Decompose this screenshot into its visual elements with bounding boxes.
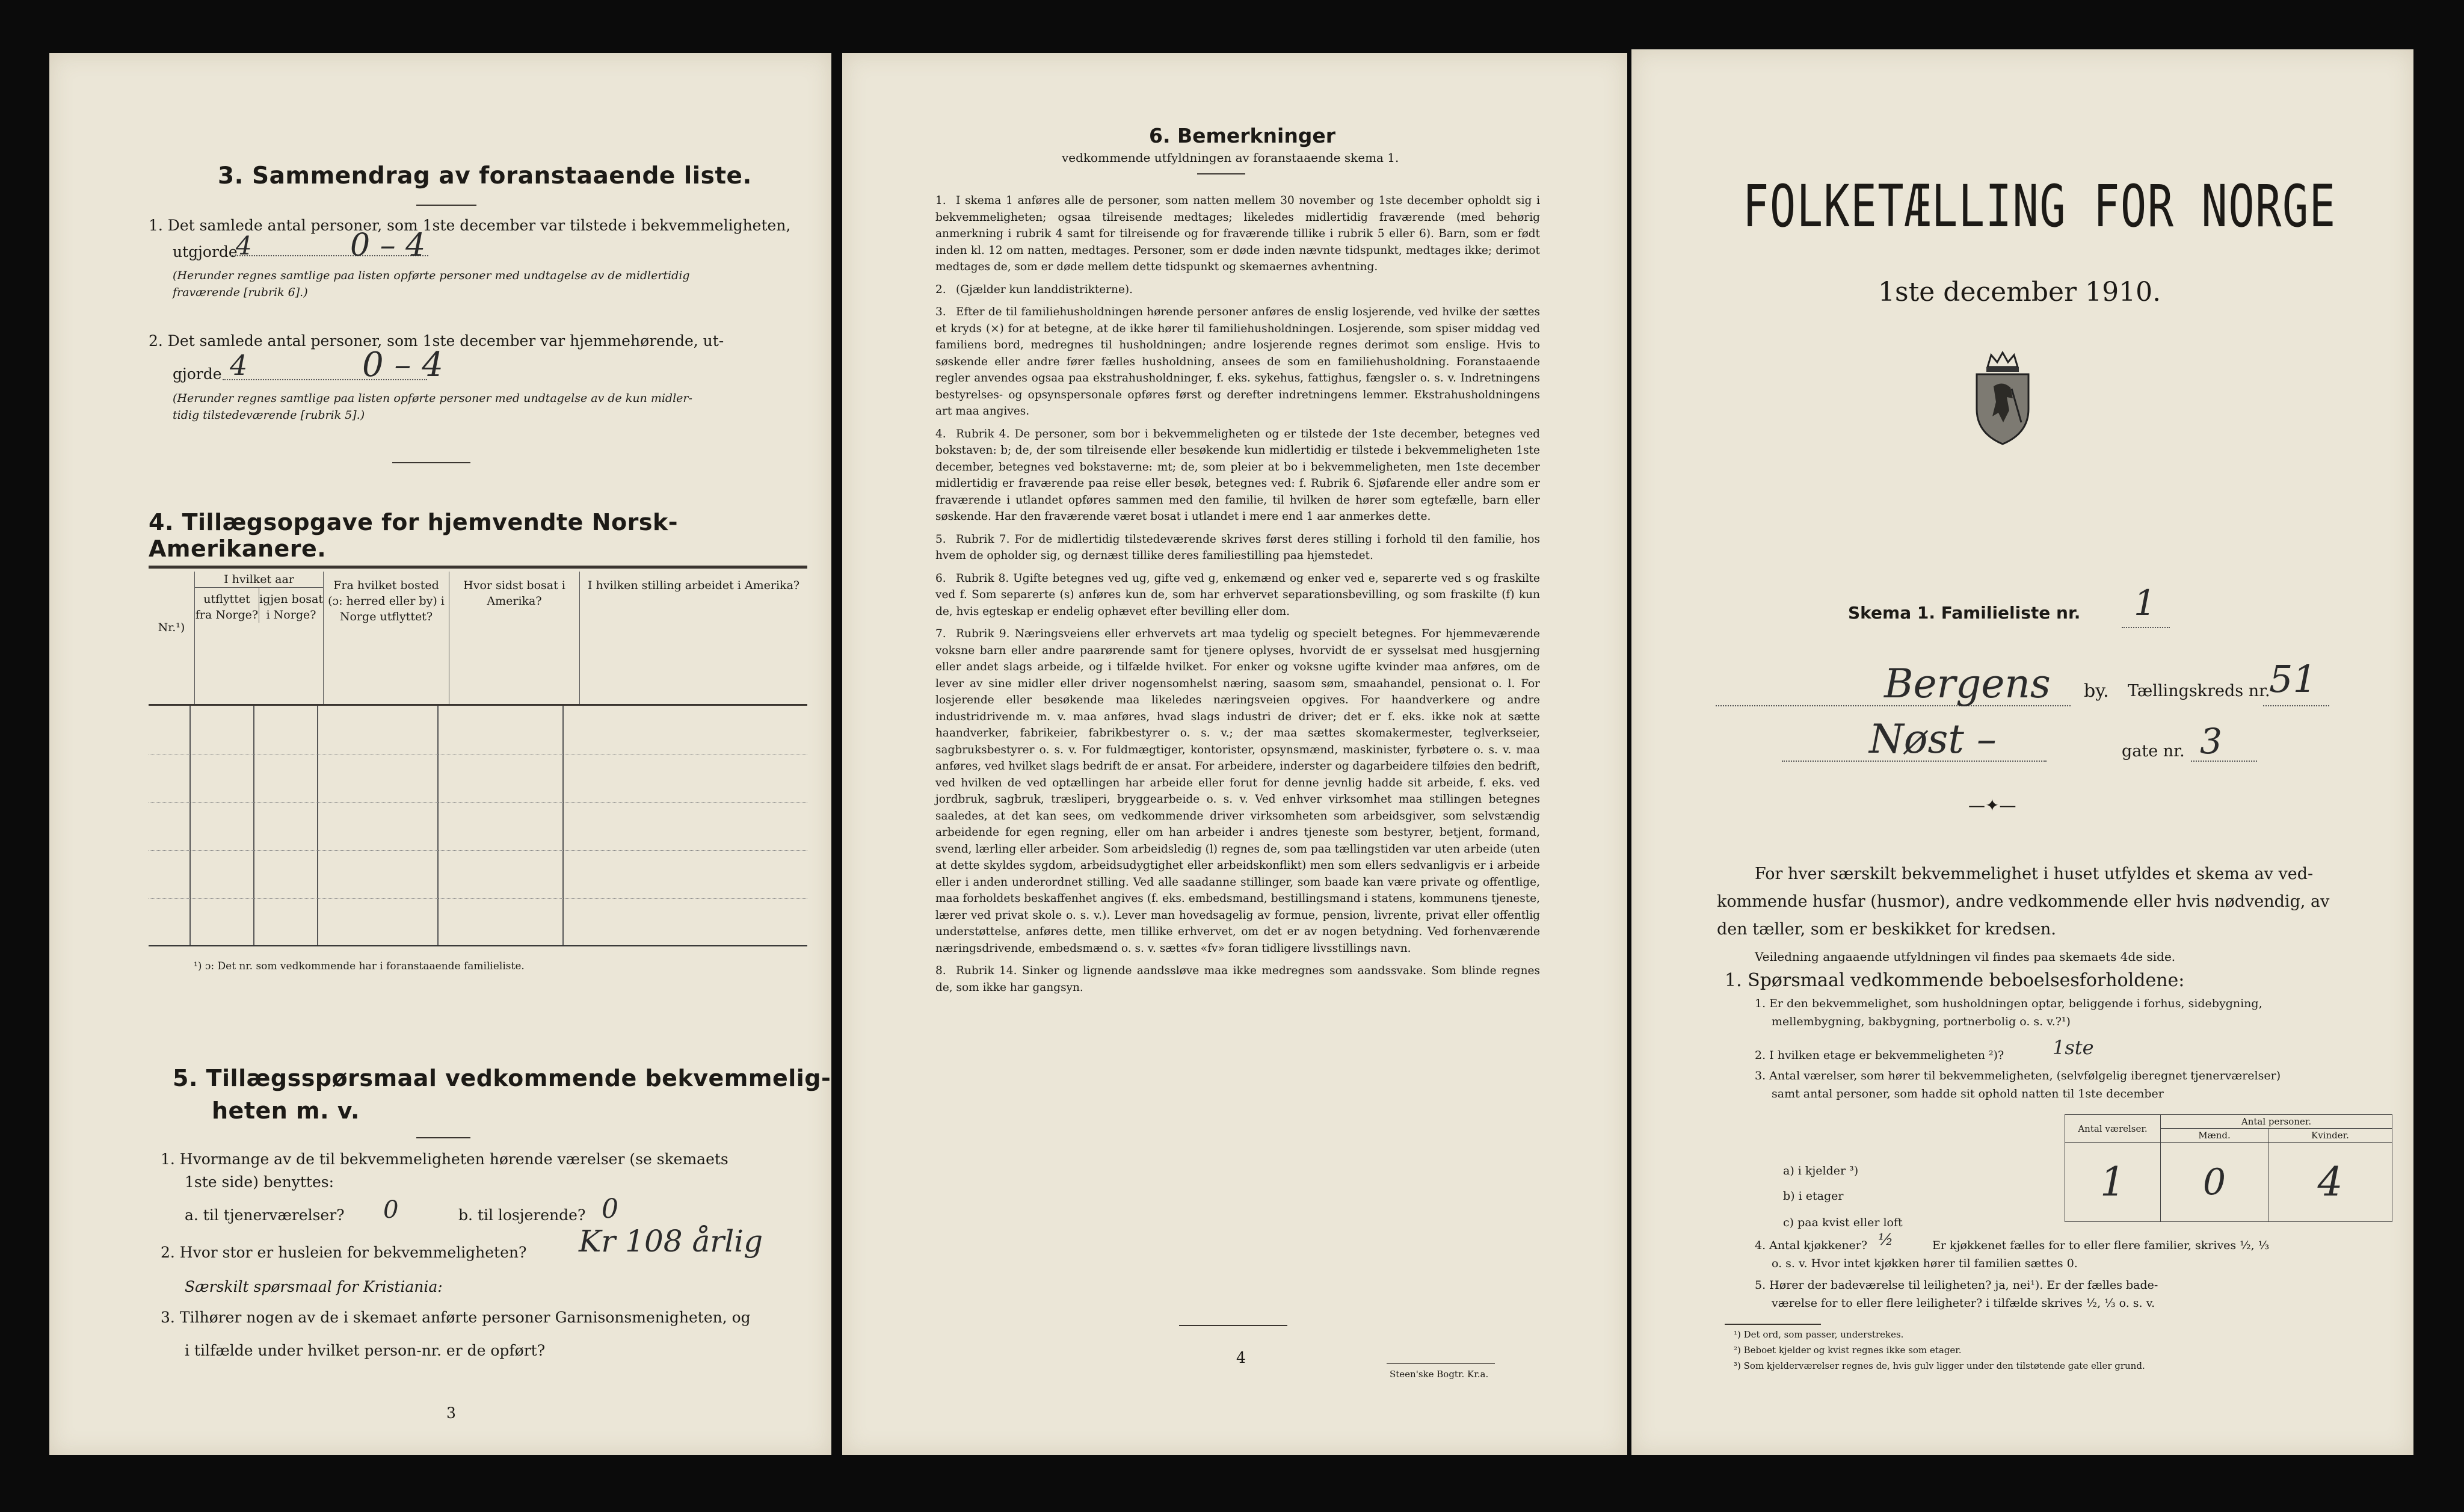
remark-6: 6. Rubrik 8. Ugifte betegnes ved ug, gifte ved g, enkemænd og enker ved e, separerte ved s og fraskilte ved f. Som separerte (s) anføres kun de, som har erhvervet separationsbevilling, og som fraskilte (f) kun de, hvis egteskap er endelig ophævet efter bevilling eller dom. [935, 572, 1540, 618]
t1-h-women: Kvinder. [2268, 1129, 2392, 1143]
q2-value: 1ste [2053, 1036, 2094, 1059]
q2-value-2: 0 – 4 [362, 345, 443, 384]
s5-q3-a: 3. Tilhører nogen av de i skemaet anførte personer Garnisonsmenigheten, og [161, 1309, 751, 1326]
rooms-persons-table [2065, 1114, 2392, 1222]
q2-lead: gjorde [173, 365, 222, 383]
remark-3: 3. Efter de til familiehusholdningen hørende personer anføres de enslig losjerende, ved hvilke der sættes et kryds (×) for at betegne, at de ikke hører til familiehusholdningen. Losjerende, som spiser middag ved familiens bord, medregnes til husholdningen; andre losjerende regnes derimot som enslige. Hvis to søskende eller andre fører fælles husholdning, ansees de som en familiehusholdning. Foranstaaende regler anvendes ogsaa paa ekstrahusholdninger, f. eks. sykehus, fattighus, fængsler o. s. v. Indretningens bestyrelses- og opsynspersonale opføres først og derefter indretningens lemmer. Ekstrahusholdningens art maa angives. [935, 306, 1540, 418]
t1-h-rooms: Antal værelser. [2065, 1115, 2161, 1143]
s5-a-value: 0 [383, 1196, 399, 1224]
q3-a: 3. Antal værelser, som hører til bekvemmeligheten, (selvfølgelig iberegnet tjenerværelser) [1755, 1069, 2281, 1082]
remark-2: 2. (Gjælder kun landdistrikterne). [935, 283, 1133, 296]
t4-h-igjen: igjen bosat i Norge? [259, 588, 323, 623]
page-1-cover [1631, 49, 2413, 1455]
gate-nr: 3 [2200, 721, 2222, 762]
gate-label: gate nr. [2122, 742, 2185, 761]
census-title: FOLKETÆLLING FOR NORGE [1743, 173, 2336, 240]
q1-value-1: 4 [236, 231, 252, 261]
remark-4: 4. Rubrik 4. De personer, som bor i bekvemmeligheten og er tilstede der 1ste december, betegnes ved bokstaven: b; de, der som tilreisende eller besøkende kun midlertidig er tilstede i bekvemmeligheten 1ste december, betegnes ved bokstaverne: mt; de, som pleier at bo i bekvemmeligheten, men 1ste december midlertidig er fraværende paa reise eller besøk, betegnes ved: f. Rubrik 6. Sjøfarende eller andre som er fraværende i utlandet opføres sammen med den familie, til hvilken de hører som egtefælle, barn eller søskende. Har den fraværende været bosat i utlandet i mere end 1 aar anmerkes dette. [935, 427, 1540, 523]
row-kvist: c) paa kvist eller loft [1783, 1216, 1903, 1229]
q2-text: 2. Det samlede antal personer, som 1ste december var hjemmehørende, ut- [149, 332, 724, 350]
remarks-title: 6. Bemerkninger [1149, 124, 1336, 147]
kreds-value: 51 [2269, 657, 2317, 701]
intro-c: den tæller, som er beskikket for kredsen. [1717, 920, 2056, 939]
t4-h-aar: I hvilket aar [195, 572, 323, 588]
q4-c: o. s. v. Hvor intet kjøkken hører til familien sættes 0. [1772, 1257, 2078, 1270]
q1-note-a: (Herunder regnes samtlige paa listen opførte personer med undtagelse av de midlertidig [173, 269, 690, 282]
skema-label: Skema 1. Familieliste nr. [1848, 603, 2081, 623]
q5-b: værelse for to eller flere leiligheter? i tilfælde skrives ½, ⅓ o. s. v. [1772, 1297, 2155, 1310]
s5-sub: Særskilt spørsmaal for Kristiania: [185, 1278, 443, 1295]
remarks-list [935, 193, 1540, 1002]
q1-note-b: fraværende [rubrik 6].) [173, 286, 308, 299]
footnote-1: ¹) Det ord, som passer, understrekes. [1734, 1329, 1904, 1340]
remark-8: 8. Rubrik 14. Sinker og lignende aandssløve maa ikke medregnes som aandssvake. Som blinde regnes de, som ikke har gangsyn. [935, 964, 1540, 994]
page-4-number: 4 [1236, 1349, 1246, 1366]
t1-h-persons: Antal personer. [2161, 1115, 2392, 1129]
footnote-3: ³) Som kjelderværelser regnes de, hvis gulv ligger under den tilstøtende gate eller grund. [1734, 1360, 2145, 1371]
q1-b: mellembygning, bakbygning, portnerbolig o. s. v.?¹) [1772, 1015, 2071, 1028]
page-3 [49, 53, 831, 1455]
s5-q2-value: Kr 108 årlig [579, 1224, 763, 1259]
s5-q2: 2. Hvor stor er husleien for bekvemmeligheten? [161, 1244, 527, 1261]
gate-value: Nøst – [1869, 716, 1997, 762]
t1-men-value: 0 [2161, 1143, 2268, 1222]
q2: 2. I hvilken etage er bekvemmeligheten ²)? [1755, 1049, 2004, 1062]
intro-b: kommende husfar (husmor), andre vedkommende eller hvis nødvendig, av [1717, 892, 2330, 911]
q4-value: ½ [1878, 1231, 1894, 1249]
page-3-number: 3 [446, 1404, 456, 1422]
q2-value-1: 4 [230, 349, 248, 381]
kreds-label: Tællingskreds nr. [2128, 682, 2270, 700]
questions-heading: 1. Spørsmaal vedkommende beboelsesforholdene: [1725, 970, 2185, 991]
row-etager: b) i etager [1783, 1190, 1844, 1203]
t4-h-utflyttet: utflyttet fra Norge? [195, 593, 259, 622]
remark-1: 1. I skema 1 anføres alle de personer, som natten mellem 30 november og 1ste december opholdt sig i bekvemmeligheten; ogsaa tilreisende medtages; likeledes midlertidig fraværende (med behørig anmerkning i rubrik 4 samt for tilreisende og for fraværende tillike i rubrik 5 eller 6). Barn, som er født inden kl. 12 om natten, medtages. Personer, som er døde inden nævnte tidspunkt, medtages ikke; derimot medtages de, som er døde mellem dette tidspunkt og skemaernes avhentning. [935, 194, 1540, 273]
skema-nr: 1 [2134, 582, 2156, 623]
s5-q1-b: 1ste side) benyttes: [185, 1173, 334, 1191]
q2-note-a: (Herunder regnes samtlige paa listen opførte personer med undtagelse av de kun midler- [173, 392, 692, 405]
q1-value-2: 0 – 4 [350, 227, 426, 264]
t1-h-men: Mænd. [2161, 1129, 2268, 1143]
section-5-title-a: 5. Tillægsspørsmaal vedkommende bekvemmelig- [173, 1065, 831, 1091]
row-kjelder: a) i kjelder ³) [1783, 1164, 1859, 1177]
printer-mark: Steen'ske Bogtr. Kr.a. [1390, 1369, 1489, 1380]
s5-a-label: a. til tjenerværelser? [185, 1206, 345, 1224]
guide-text: Veiledning angaaende utfyldningen vil findes paa skemaets 4de side. [1755, 949, 2176, 964]
t4-footnote: ¹) ɔ: Det nr. som vedkommende har i foranstaaende familieliste. [194, 960, 525, 972]
footnote-2: ²) Beboet kjelder og kvist regnes ikke som etager. [1734, 1345, 1962, 1356]
s5-b-label: b. til losjerende? [458, 1206, 586, 1224]
q1-lead: utgjorde [173, 243, 238, 261]
intro-a: For hver særskilt bekvemmelighet i huset utfyldes et skema av ved- [1755, 865, 2314, 883]
remark-7: 7. Rubrik 9. Næringsveiens eller erhvervets art maa tydelig og specielt betegnes. For hjemmeværende voksne barn eller andre paarørende samt for tjenere oplyses, hvorvidt de er sysselsat med husgjerning eller andet slags arbeide, og i tilfælde hvilket. For enker og voksne ugifte kvinder maa anføres, om de lever av sine midler eller driver nogensomhelst næring, saasom søm, smaahandel, pensionat o. l. For losjerende eller besøkende maa likeledes næringsveien opgives. For haandverkere og andre industridrivende m. v. maa anføres, hvad slags industri de driver; det er f. eks. ikke nok at sætte haandverker, fabrikeier, fabrikbestyrer o. s. v.; der maa sættes skomakermester, teglverkseier, sagbruksbestyrer o. s. v. For fuldmægtiger, kontorister, opsynsmænd, maskinister, fyrbøtere o. s. v. maa anføres, ved hvilket slags bedrift de er ansat. For arbeidere, inderster og dagarbeidere tilføies den bedrift, ved hvilken de ved optællingen har arbeide eller forut for denne jevnlig hadde sit arbeide, f. eks. ved jordbruk, sagbruk, træsliperi, bryggearbeide o. s. v. Ved enhver virksomhet maa stillingen betegnes saaledes, at det kan sees, om vedkommende driver virksomheten som arbeidsgiver, som selvstændig arbeidende for egen regning, eller om han arbeider i andres tjeneste som bestyrer, betjent, formand, svend, lærling eller arbeider. Som arbeidsledig (l) regnes de, som paa tællingstiden var uten arbeide (uten at dette skyldes sygdom, arbeidsudygtighet eller arbeidskonflikt) men som ellers sedvanligvis er i arbeide eller i anden underordnet stilling. Ved alle saadanne stillinger, som baade kan være private og offentlige, maa forholdets beskaffenhet angives (f. eks. embedsmand, bestillingsmand i statens, kommunens tjeneste, lærer ved privat skole o. s. v.). Lever man hovedsagelig av formue, pension, livrente, privat eller offentlig understøttelse, anføres dette, men tillike erhvervet, om det er av nogen betydning. Ved forhenværende næringsdrivende, embedsmænd o. s. v. sættes «fv» foran tidligere livsstillings navn. [935, 628, 1540, 955]
norsk-amerikaner-table [149, 572, 807, 705]
census-date: 1ste december 1910. [1878, 277, 2161, 307]
t4-h-stilling: I hvilken stilling arbeidet i Amerika? [580, 572, 808, 705]
page-4 [842, 53, 1627, 1455]
t4-h-nr: Nr.¹) [158, 621, 185, 634]
section-4-title: 4. Tillægsopgave for hjemvendte Norsk-Amerikanere. [149, 509, 678, 562]
q1-text: 1. Det samlede antal personer, som 1ste december var tilstede i bekvemmeligheten, [149, 217, 791, 234]
s5-q3-b: i tilfælde under hvilket person-nr. er de opført? [185, 1342, 546, 1359]
q4-b: Er kjøkkenet fælles for to eller flere familier, skrives ½, ⅓ [1932, 1239, 2270, 1252]
q1-a: 1. Er den bekvemmelighet, som husholdningen optar, beliggende i forhus, sidebygning, [1755, 997, 2262, 1010]
remarks-subtitle: vedkommende utfyldningen av foranstaaende skema 1. [1062, 150, 1399, 165]
by-value: Bergens [1884, 661, 2051, 707]
t4-h-bosted: Fra hvilket bosted (ɔ: herred eller by) i Norge utflyttet? [324, 572, 449, 705]
t1-rooms-value: 1 [2065, 1143, 2161, 1222]
t4-h-amerika: Hvor sidst bosat i Amerika? [449, 572, 580, 705]
section-3-title: 3. Sammendrag av foranstaaende liste. [218, 162, 752, 190]
q4-a: 4. Antal kjøkkener? [1755, 1239, 1868, 1252]
q2-note-b: tidig tilstedeværende [rubrik 5].) [173, 409, 365, 422]
by-label: by. [2084, 680, 2109, 702]
remark-5: 5. Rubrik 7. For de midlertidig tilstedeværende skrives først deres stilling i forhold til den familie, hos hvem de opholder sig, og dernæst tillike deres familiestilling paa hjemstedet. [935, 532, 1540, 562]
coat-of-arms-icon [1970, 350, 2036, 446]
t1-women-value: 4 [2268, 1143, 2392, 1222]
s5-b-value: 0 [602, 1194, 618, 1224]
ornament-icon: —✦— [1968, 795, 2016, 815]
section-5-title-b: heten m. v. [212, 1097, 360, 1124]
s5-q1-a: 1. Hvormange av de til bekvemmeligheten hørende værelser (se skemaets [161, 1150, 728, 1168]
q5-a: 5. Hører der badeværelse til leiligheten? ja, nei¹). Er der fælles bade- [1755, 1279, 2158, 1292]
q3-b: samt antal personer, som hadde sit ophold natten til 1ste december [1772, 1087, 2164, 1100]
t4-body [149, 706, 807, 946]
